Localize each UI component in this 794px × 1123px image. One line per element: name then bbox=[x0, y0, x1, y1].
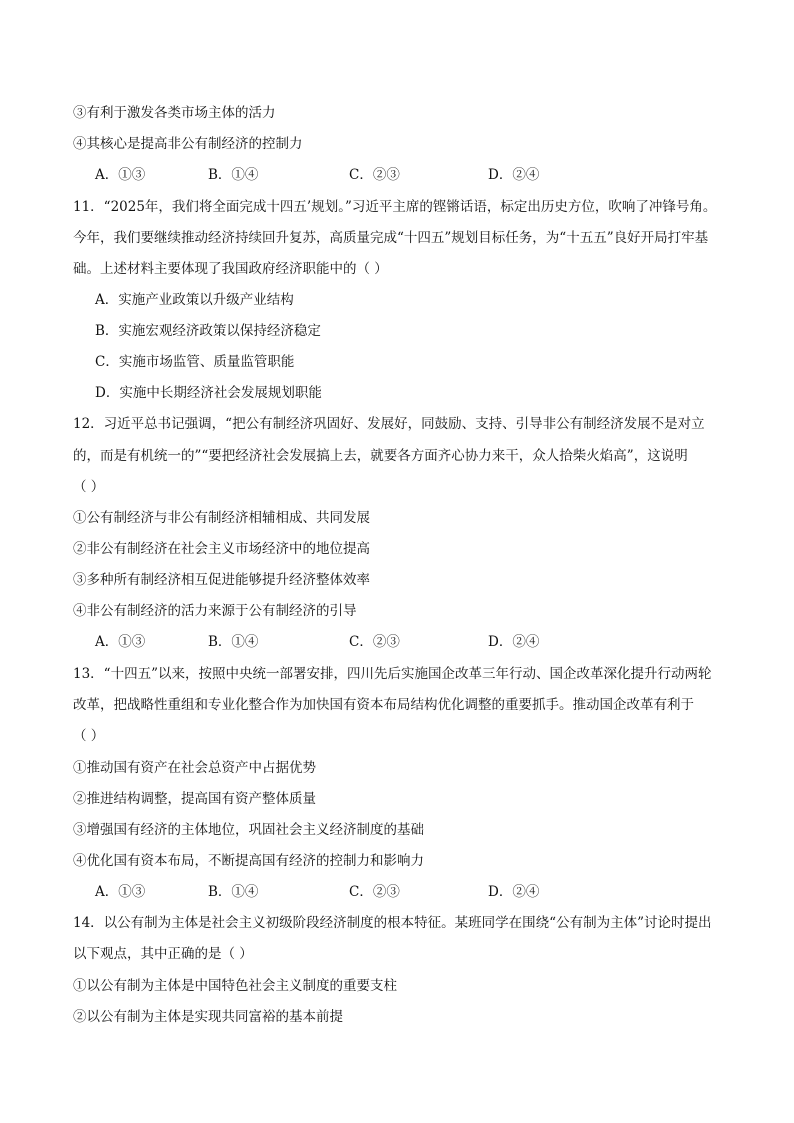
q11-stem-line-3: 础。上述材料主要体现了我国政府经济职能中的（ ） bbox=[73, 261, 388, 277]
q12-option-c: C．②③ bbox=[349, 634, 400, 650]
q12-statement-4: ④非公有制经济的活力来源于公有制经济的引导 bbox=[73, 603, 357, 619]
q13-option-b: B．①④ bbox=[208, 884, 259, 900]
q11-stem-line-2: 今年，我们要继续推动经济持续回升复苏，高质量完成“十四五”规划目标任务，为“十五五”良好开局打牢基 bbox=[73, 230, 709, 246]
q12-statement-1: ①公有制经济与非公有制经济相辅相成、共同发展 bbox=[73, 510, 370, 526]
q14-stem-line-2: 以下观点，其中正确的是（ ） bbox=[73, 946, 253, 962]
q11-option-d: D．实施中长期经济社会发展规划职能 bbox=[95, 385, 322, 401]
q13-statement-4: ④优化国有资本布局，不断提高国有经济的控制力和影响力 bbox=[73, 853, 424, 869]
q12-option-d: D．②④ bbox=[488, 634, 540, 650]
q11-option-a: A．实施产业政策以升级产业结构 bbox=[95, 292, 294, 308]
q10-statement-3: ③有利于激发各类市场主体的活力 bbox=[73, 105, 276, 121]
q12-option-b: B．①④ bbox=[208, 634, 259, 650]
q13-stem-line-3: （ ） bbox=[73, 728, 105, 744]
q10-option-d: D．②④ bbox=[488, 167, 540, 183]
q13-options bbox=[95, 883, 615, 901]
q11-option-c: C．实施市场监管、质量监管职能 bbox=[95, 354, 295, 370]
q10-option-c: C．②③ bbox=[349, 167, 400, 183]
q13-statement-2: ②推进结构调整，提高国有资产整体质量 bbox=[73, 791, 316, 807]
q14-statement-1: ①以公有制为主体是中国特色社会主义制度的重要支柱 bbox=[73, 978, 397, 994]
q13-stem-line-1: 13．“十四五”以来，按照中央统一部署安排，四川先后实施国企改革三年行动、国企改革深化提升行动两轮 bbox=[73, 666, 712, 682]
q13-statement-1: ①推动国有资产在社会总资产中占据优势 bbox=[73, 760, 316, 776]
q12-stem-line-1: 12．习近平总书记强调，“把公有制经济巩固好、发展好，同鼓励、支持、引导非公有制经济发展不是对立 bbox=[73, 416, 705, 432]
q12-option-a: A．①③ bbox=[95, 634, 146, 650]
q13-option-a: A．①③ bbox=[95, 884, 146, 900]
q10-option-b: B．①④ bbox=[208, 167, 259, 183]
q12-statement-3: ③多种所有制经济相互促进能够提升经济整体效率 bbox=[73, 572, 370, 588]
q13-option-d: D．②④ bbox=[488, 884, 540, 900]
q11-option-b: B．实施宏观经济政策以保持经济稳定 bbox=[95, 323, 321, 339]
q14-stem-line-1: 14．以公有制为主体是社会主义初级阶段经济制度的根本特征。某班同学在围绕“公有制为主体”讨论时提出 bbox=[73, 915, 712, 931]
q10-statement-4: ④其核心是提高非公有制经济的控制力 bbox=[73, 136, 303, 152]
q12-stem-line-2: 的，而是有机统一的”“要把经济社会发展搞上去，就要各方面齐心协力来干，众人拾柴火焰高”，这说明 bbox=[73, 448, 688, 464]
q14-statement-2: ②以公有制为主体是实现共同富裕的基本前提 bbox=[73, 1009, 343, 1025]
q12-options bbox=[95, 633, 615, 651]
q12-stem-line-3: （ ） bbox=[73, 479, 105, 495]
q13-statement-3: ③增强国有经济的主体地位，巩固社会主义经济制度的基础 bbox=[73, 822, 424, 838]
q13-option-c: C．②③ bbox=[349, 884, 400, 900]
q13-stem-line-2: 改革，把战略性重组和专业化整合作为加快国有资本布局结构优化调整的重要抓手。推动国企改革有利于 bbox=[73, 697, 694, 713]
q12-statement-2: ②非公有制经济在社会主义市场经济中的地位提高 bbox=[73, 541, 370, 557]
q10-options bbox=[95, 166, 615, 184]
q11-stem-line-1: 11．“2025年，我们将全面完成十四五’规划。”习近平主席的铿锵话语，标定出历史方位，吹响了冲锋号角。 bbox=[73, 199, 717, 215]
q10-option-a: A．①③ bbox=[95, 167, 146, 183]
